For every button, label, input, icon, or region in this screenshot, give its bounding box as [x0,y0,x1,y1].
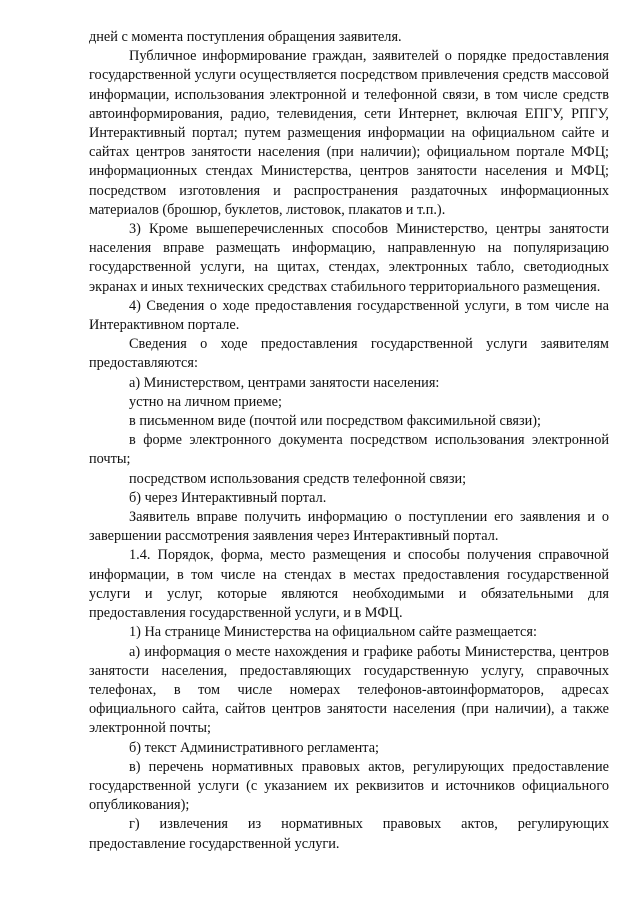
paragraph-applicant-right: Заявитель вправе получить информацию о поступлении его заявления и о завершении рассмотрения заявления через Интерактивный портал. [89,509,609,545]
paragraph-item-1-b: б) текст Административного регламента; [129,739,380,756]
paragraph-sub-b: б) через Интерактивный портал. [129,489,327,506]
paragraph-item-3: 3) Кроме вышеперечисленных способов Министерство, центры занятости населения вправе размещать информацию, направленную на популяризацию государственной услуги, на щитах, стендах, электронных табло, светодиодных экранах и иных технических средствах стабильного территориального размещения. [89,221,609,295]
document-page [89,28,609,854]
paragraph-sub-a: а) Министерством, центрами занятости населения: [129,374,440,391]
paragraph-item-1-a: а) информация о месте нахождения и графике работы Министерства, центров занятости населения, предоставляющих государственную услугу, справочных телефонах, в том числе номерах телефонов-автоинформаторов, адресах официального сайта, сайтов центров занятости населения (при наличии), а также электронной почты; [89,643,609,737]
paragraph-status-info: Сведения о ходе предоставления государственной услуги заявителям предоставляются: [89,336,609,372]
paragraph-section-1-4: 1.4. Порядок, форма, место размещения и способы получения справочной информации, в том числе на стендах в местах предоставления государственной услуги и услуг, которые являются необходимыми и обязательными для предоставления государственной услуги, и в МФЦ. [89,547,609,622]
paragraph-written: в письменном виде (почтой или посредством факсимильной связи); [129,413,542,430]
paragraph-item-1: 1) На странице Министерства на официальном сайте размещается: [129,624,537,641]
paragraph-item-1-v: в) перечень нормативных правовых актов, регулирующих предоставление государственной услуги (с указанием их реквизитов и источников официального опубликования); [89,758,609,814]
paragraph-item-4: 4) Сведения о ходе предоставления государственной услуги, в том числе на Интерактивном портале. [89,297,609,334]
paragraph-continuation: дней с момента поступления обращения заявителя. [89,29,402,45]
paragraph-electronic: в форме электронного документа посредством использования электронной почты; [89,432,609,468]
paragraph-item-1-g: г) извлечения из нормативных правовых актов, регулирующих предоставление государственной услуги. [89,816,609,852]
paragraph-public-informing: Публичное информирование граждан, заявителей о порядке предоставления государственной услуги осуществляется посредством привлечения средств массовой информации, использования электронной и телефонной связи, в том числе средств автоинформирования, радио, телевидения, сети Интернет, включая ЕПГУ, РПГУ, Интерактивный портал; путем размещения информации на официальном сайте и сайтах центров занятости населения (при наличии); официальном портале МФЦ; информационных стендах Министерства, центров занятости населения и МФЦ; посредством изготовления и распространения раздаточных информационных материалов (брошюр, буклетов, листовок, плакатов и т.п.). [89,48,609,218]
paragraph-oral: устно на личном приеме; [129,393,282,410]
paragraph-telephone: посредством использования средств телефонной связи; [129,470,467,487]
